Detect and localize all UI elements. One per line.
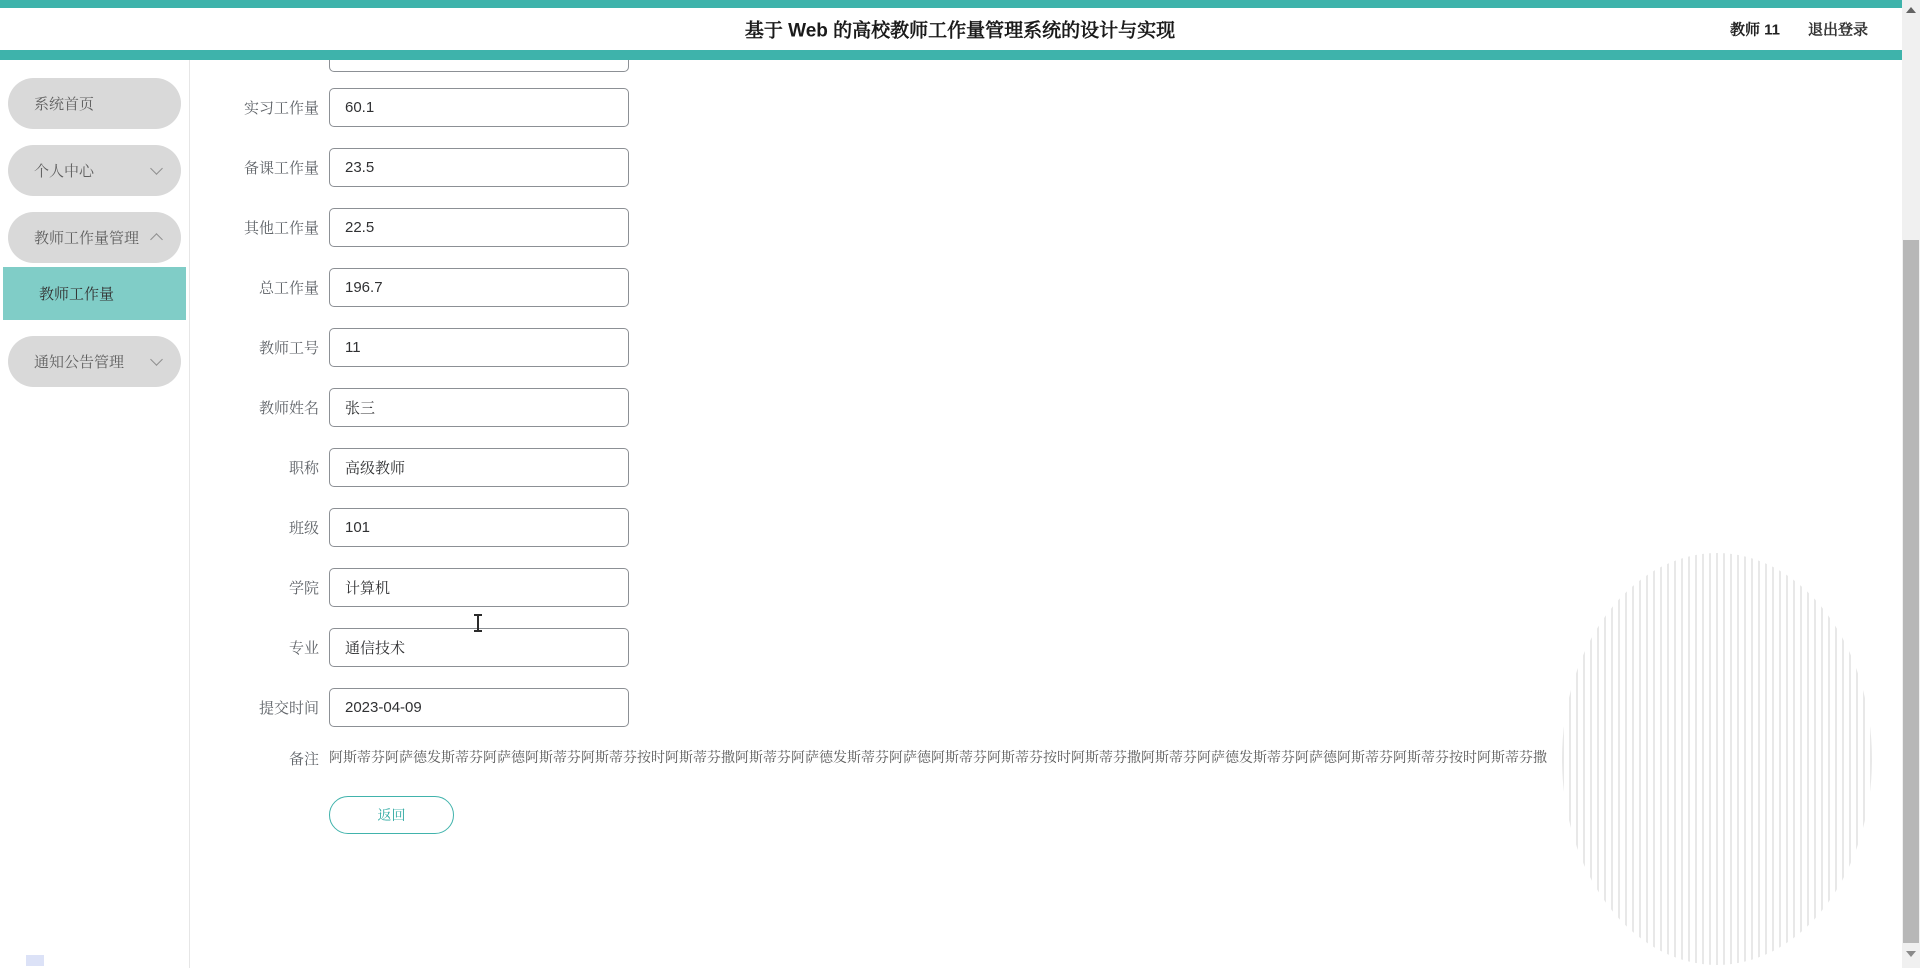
total-workload-input[interactable] bbox=[329, 268, 629, 307]
text-cursor bbox=[477, 615, 479, 631]
form-row-clipped bbox=[190, 60, 1920, 72]
field-label: 学院 bbox=[288, 580, 319, 597]
field-label: 教师工号 bbox=[258, 340, 319, 357]
form-row bbox=[190, 88, 1920, 127]
striped-circle-decoration bbox=[1562, 553, 1872, 965]
page-title: 基于 Web 的高校教师工作量管理系统的设计与实现 bbox=[744, 20, 1176, 42]
college-input[interactable] bbox=[329, 568, 629, 607]
form-row bbox=[190, 508, 1920, 547]
header-user-area bbox=[1730, 19, 1868, 40]
internship-workload-input[interactable] bbox=[329, 88, 629, 127]
lesson-prep-workload-input[interactable] bbox=[329, 148, 629, 187]
sidebar-item-workload-management[interactable] bbox=[8, 212, 181, 263]
form-row bbox=[190, 448, 1920, 487]
form-row bbox=[190, 148, 1920, 187]
header-accent-bar bbox=[0, 50, 1920, 60]
sidebar-subitem-label: 教师工作量 bbox=[39, 286, 115, 303]
field-label: 专业 bbox=[288, 640, 319, 657]
app-header bbox=[0, 8, 1920, 50]
sidebar-item-label: 系统首页 bbox=[34, 96, 95, 113]
title-input[interactable] bbox=[329, 448, 629, 487]
scrollbar-thumb[interactable] bbox=[1903, 240, 1919, 943]
chevron-up-icon bbox=[150, 233, 163, 246]
sidebar-item-label: 个人中心 bbox=[34, 163, 95, 180]
vertical-scrollbar[interactable] bbox=[1902, 0, 1920, 968]
field-label: 其他工作量 bbox=[243, 220, 319, 237]
chevron-down-icon bbox=[150, 353, 163, 366]
sidebar-item-label: 通知公告管理 bbox=[34, 354, 125, 371]
sidebar-item-home[interactable] bbox=[8, 78, 181, 129]
field-label: 备课工作量 bbox=[243, 160, 319, 177]
other-workload-input[interactable] bbox=[329, 208, 629, 247]
scroll-up-arrow-icon[interactable] bbox=[1906, 7, 1916, 13]
sidebar-item-notice-management[interactable] bbox=[8, 336, 181, 387]
workload-detail-form bbox=[190, 60, 1920, 968]
sidebar-subitem-teacher-workload[interactable] bbox=[3, 267, 186, 320]
content-area bbox=[0, 60, 1920, 968]
field-label: 职称 bbox=[288, 460, 319, 477]
major-input[interactable] bbox=[329, 628, 629, 667]
clipped-input[interactable] bbox=[329, 60, 629, 72]
current-user-label: 教师 11 bbox=[1729, 21, 1780, 39]
back-button[interactable]: 返回 bbox=[329, 796, 454, 834]
form-row bbox=[190, 208, 1920, 247]
top-accent-bar bbox=[0, 0, 1920, 8]
field-label: 班级 bbox=[288, 520, 319, 537]
bottom-left-fragment bbox=[26, 955, 44, 966]
sidebar-item-label: 教师工作量管理 bbox=[34, 230, 140, 247]
class-input[interactable] bbox=[329, 508, 629, 547]
form-row bbox=[190, 388, 1920, 427]
field-label: 总工作量 bbox=[258, 280, 319, 297]
form-row bbox=[190, 328, 1920, 367]
note-label: 备注 bbox=[288, 751, 319, 768]
submit-date-input[interactable] bbox=[329, 688, 629, 727]
logout-link[interactable]: 退出登录 bbox=[1807, 21, 1868, 39]
field-label: 实习工作量 bbox=[243, 100, 319, 117]
field-label: 教师姓名 bbox=[258, 400, 319, 417]
sidebar bbox=[0, 60, 190, 968]
form-row bbox=[190, 268, 1920, 307]
note-text: 阿斯蒂芬阿萨德发斯蒂芬阿萨德阿斯蒂芬阿斯蒂芬按时阿斯蒂芬撒阿斯蒂芬阿萨德发斯蒂芬阿萨德阿斯蒂芬阿斯蒂芬按时阿斯蒂芬撒阿斯蒂芬阿萨德发斯蒂芬阿萨德阿斯蒂芬阿斯蒂芬按时阿斯蒂芬撒 bbox=[329, 749, 1547, 765]
chevron-down-icon bbox=[150, 162, 163, 175]
teacher-id-input[interactable] bbox=[329, 328, 629, 367]
sidebar-item-personal-center[interactable] bbox=[8, 145, 181, 196]
scroll-down-arrow-icon[interactable] bbox=[1906, 951, 1916, 957]
teacher-name-input[interactable] bbox=[329, 388, 629, 427]
field-label: 提交时间 bbox=[258, 700, 319, 717]
